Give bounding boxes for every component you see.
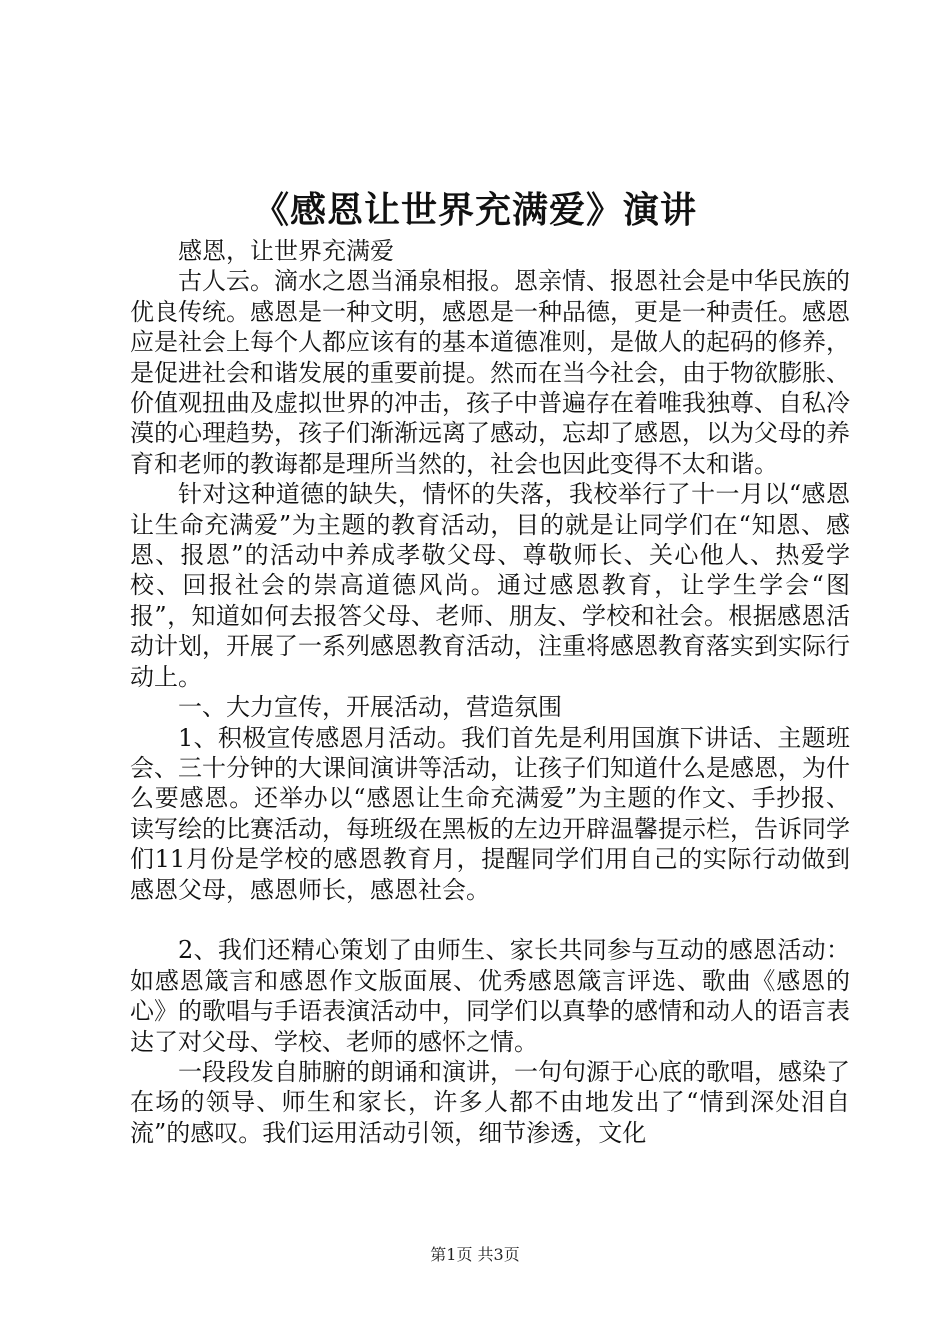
body-paragraph: 2、我们还精心策划了由师生、家长共同参与互动的感恩活动：如感恩箴言和感恩作文版面展、优秀感恩箴言评选、歌曲《感恩的心》的歌唱与手语表演活动中，同学们以真挚的感情和动人的语言表达了对父母、学校、老师的感怀之情。 [130, 936, 850, 1056]
section-heading: 一、大力宣传，开展活动，营造氛围 [178, 693, 562, 722]
body-paragraph: 1、积极宣传感恩月活动。我们首先是利用国旗下讲话、主题班会、三十分钟的大课间演讲等活动，让孩子们知道什么是感恩，为什么要感恩。还举办以“感恩让生命充满爱”为主题的作文、手抄报、读写绘的比赛活动，每班级在黑板的左边开辟温馨提示栏，告诉同学们11月份是学校的感恩教育月，提醒同学们用自己的实际行动做到感恩父母，感恩师长，感恩社会。 [130, 723, 850, 904]
document-body [130, 236, 850, 1148]
subtitle-paragraph: 感恩，让世界充满爱 [178, 237, 394, 265]
page-footer: 第1页 共3页 [430, 1245, 520, 1264]
body-paragraph: 针对这种道德的缺失，情怀的失落，我校举行了十一月以“感恩让生命充满爱”为主题的教育活动，目的就是让同学们在“知恩、感恩、报恩”的活动中养成孝敬父母、尊敬师长、关心他人、热爱学校、回报社会的崇高道德风尚。通过感恩教育，让学生学会“图报”，知道如何去报答父母、老师、朋友、学校和社会。根据感恩活动计划，开展了一系列感恩教育活动，注重将感恩教育落实到实际行动上。 [130, 480, 850, 691]
body-paragraph: 古人云。滴水之恩当涌泉相报。恩亲情、报恩社会是中华民族的优良传统。感恩是一种文明，感恩是一种品德，更是一种责任。感恩应是社会上每个人都应该有的基本道德准则，是做人的起码的修养，是促进社会和谐发展的重要前提。然而在当今社会，由于物欲膨胀、价值观扭曲及虚拟世界的冲击，孩子中普遍存在着唯我独尊、自私冷漠的心理趋势，孩子们渐渐远离了感动，忘却了感恩，以为父母的养育和老师的教诲都是理所当然的，社会也因此变得不太和谐。 [130, 267, 850, 478]
body-paragraph: 一段段发自肺腑的朗诵和演讲，一句句源于心底的歌唱，感染了在场的领导、师生和家长，许多人都不由地发出了“情到深处泪自流”的感叹。我们运用活动引领，细节渗透，文化 [130, 1057, 850, 1147]
document-title: 《感恩让世界充满爱》演讲 [252, 189, 697, 231]
